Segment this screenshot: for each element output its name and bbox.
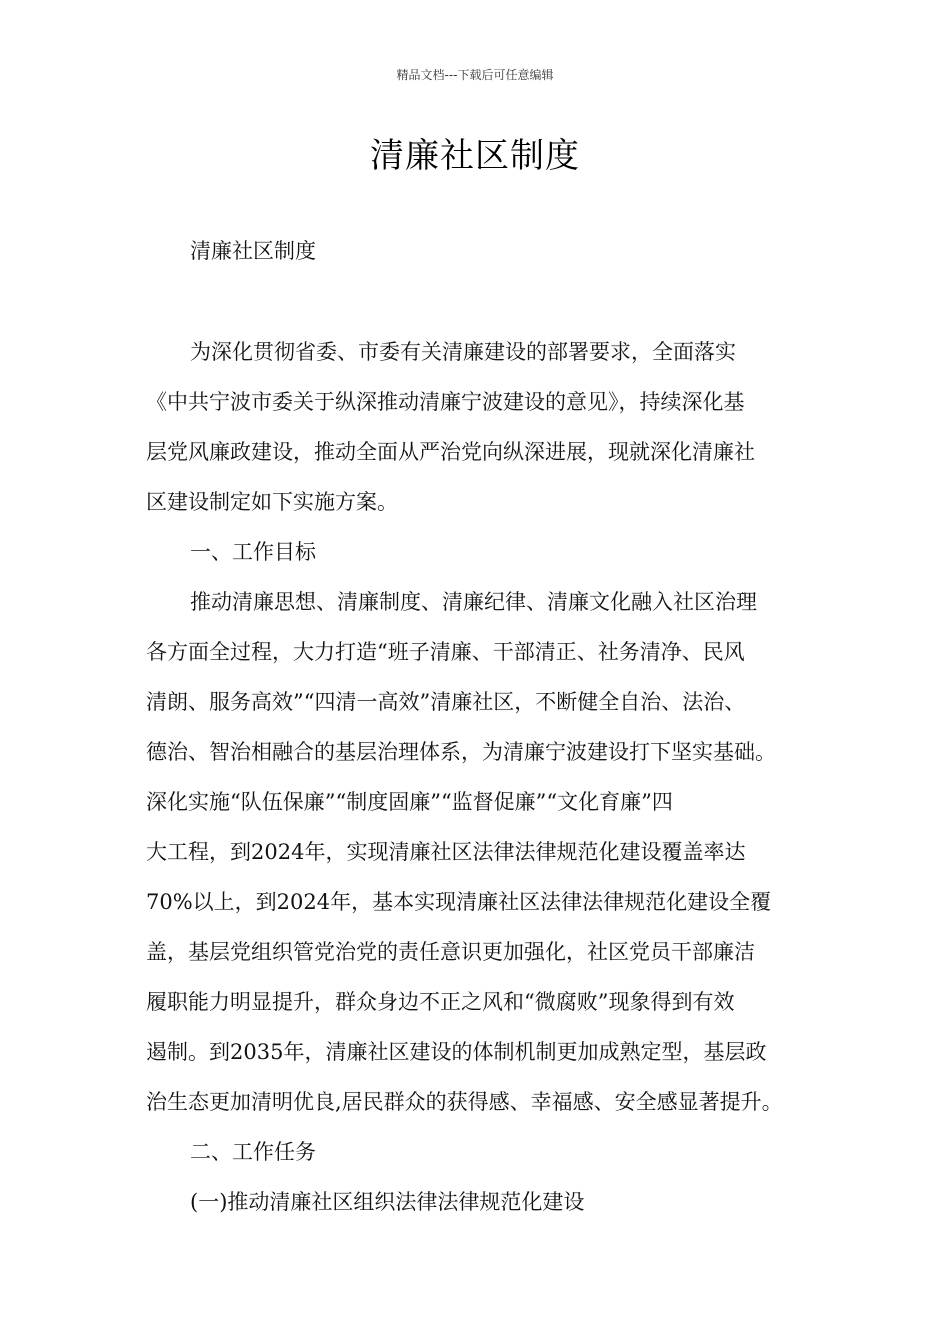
body-line: 德治、智治相融合的基层治理体系，为清廉宁波建设打下坚实基础。 [146, 740, 776, 764]
body-line: 遏制。到2035年，清廉社区建设的体制机制更加成熟定型，基层政 [146, 1040, 767, 1064]
document-subtitle: 清廉社区制度 [190, 239, 316, 263]
section-heading: 一、工作目标 [190, 540, 316, 564]
body-line: 治生态更加清明优良,居民群众的获得感、幸福感、安全感显著提升。 [146, 1090, 783, 1114]
body-line: 履职能力明显提升，群众身边不正之风和“微腐败”现象得到有效 [146, 990, 735, 1014]
document-body [146, 327, 826, 1227]
body-line: 推动清廉思想、清廉制度、清廉纪律、清廉文化融入社区治理 [190, 590, 757, 614]
body-line: 深化实施“队伍保廉”“制度固廉”“监督促廉”“文化育廉”四 [146, 790, 673, 814]
subsection-heading: (一)推动清廉社区组织法律法律规范化建设 [190, 1190, 585, 1214]
header-note: 精品文档---下载后可任意编辑 [396, 68, 554, 82]
section-heading: 二、工作任务 [190, 1140, 316, 1164]
body-line: 《中共宁波市委关于纵深推动清廉宁波建设的意见》，持续深化基 [146, 390, 745, 414]
body-line: 层党风廉政建设，推动全面从严治党向纵深进展，现就深化清廉社 [146, 440, 755, 464]
body-line: 大工程，到2024年，实现清廉社区法律法律规范化建设覆盖率达 [146, 840, 746, 864]
document-title: 清廉社区制度 [370, 136, 580, 176]
body-line: 为深化贯彻省委、市委有关清廉建设的部署要求，全面落实 [190, 340, 736, 364]
body-line: 各方面全过程，大力打造“班子清廉、干部清正、社务清净、民风 [146, 640, 745, 664]
body-line: 清朗、服务高效”“四清一高效”清廉社区，不断健全自治、法治、 [146, 690, 746, 714]
body-line: 70%以上，到2024年，基本实现清廉社区法律法律规范化建设全覆 [146, 890, 772, 914]
body-line: 区建设制定如下实施方案。 [146, 490, 398, 514]
body-line: 盖，基层党组织管党治党的责任意识更加强化，社区党员干部廉洁 [146, 940, 755, 964]
